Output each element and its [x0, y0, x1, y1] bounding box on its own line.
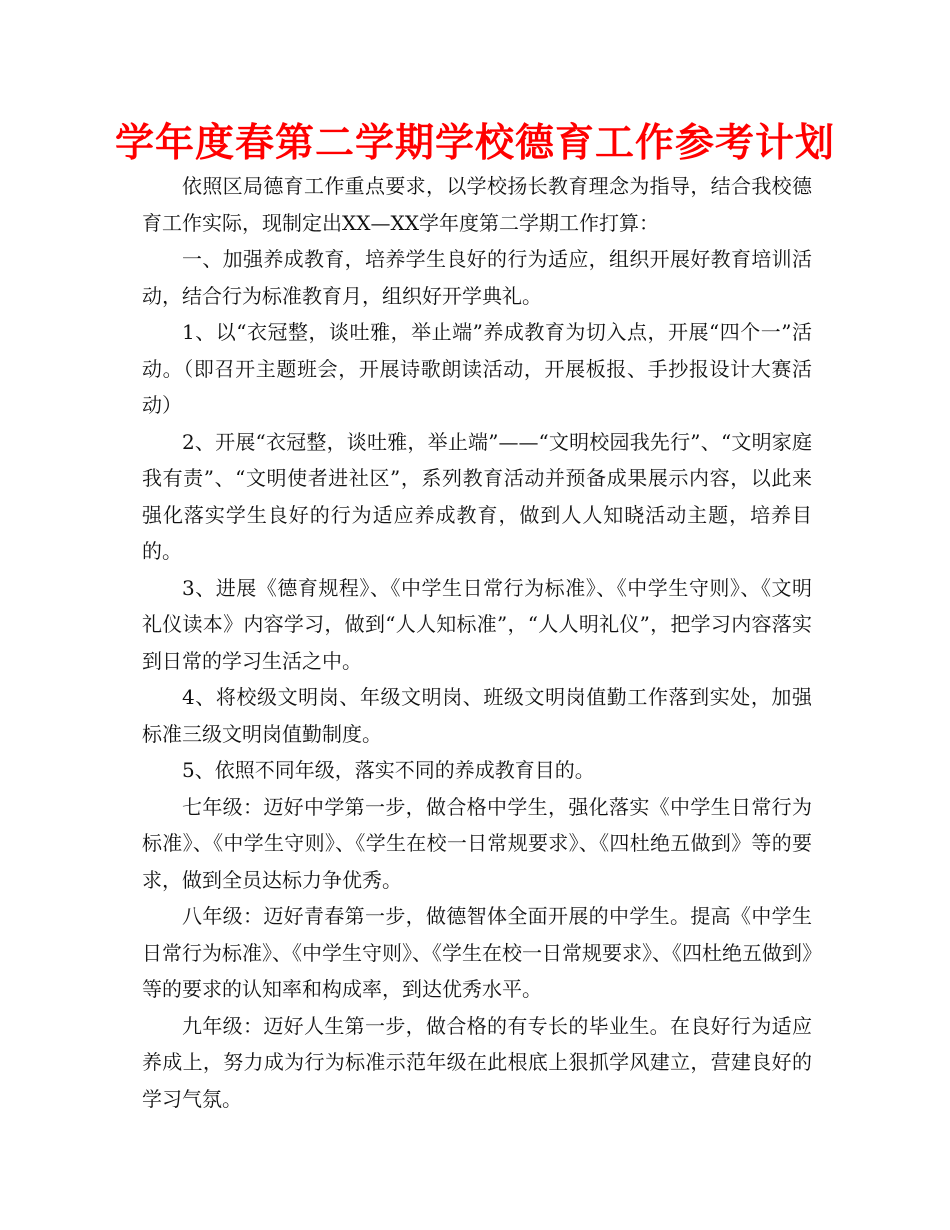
- paragraph-item-3: 3、进展《德育规程》、《中学生日常行为标准》、《中学生守则》、《文明礼仪读本》内容学习，做到“人人知标准”，“人人明礼仪”，把学习内容落实到日常的学习生活之中。: [142, 575, 812, 673]
- paragraph-intro: 依照区局德育工作重点要求，以学校扬长教育理念为指导，结合我校德育工作实际，现制定出XX—XX学年度第二学期工作打算：: [142, 174, 812, 235]
- paragraph-grade-7: 七年级：迈好中学第一步，做合格中学生，强化落实《中学生日常行为标准》、《中学生守则》、《学生在校一日常规要求》、《四杜绝五做到》等的要求，做到全员达标力争优秀。: [142, 794, 812, 892]
- document-body: [142, 168, 812, 1117]
- paragraph-section-1: 一、加强养成教育，培养学生良好的行为适应，组织开展好教育培训活动，结合行为标准教育月，组织好开学典礼。: [142, 247, 812, 308]
- document-title: 学年度春第二学期学校德育工作参考计划: [114, 121, 835, 166]
- paragraph-grade-9: 九年级：迈好人生第一步，做合格的有专长的毕业生。在良好行为适应养成上，努力成为行为标准示范年级在此根底上狠抓学风建立，营建良好的学习气氛。: [142, 1013, 812, 1111]
- paragraph-item-5: 5、依照不同年级，落实不同的养成教育目的。: [182, 758, 595, 782]
- paragraph-item-1: 1、以“衣冠整，谈吐雅，举止端”养成教育为切入点，开展“四个一”活动。（即召开主题班会，开展诗歌朗读活动，开展板报、手抄报设计大赛活动）: [142, 320, 812, 417]
- paragraph-grade-8: 八年级：迈好青春第一步，做德智体全面开展的中学生。提高《中学生日常行为标准》、《中学生守则》、《学生在校一日常规要求》、《四杜绝五做到》等的要求的认知率和构成率，到达优秀水平。: [142, 904, 812, 1001]
- paragraph-item-2: 2、开展“衣冠整，谈吐雅，举止端”——“文明校园我先行”、“文明家庭我有责”、“文明使者进社区”，系列教育活动并预备成果展示内容，以此来强化落实学生良好的行为适应养成教育，做到人人知晓活动主题，培养目的。: [142, 429, 812, 563]
- paragraph-item-4: 4、将校级文明岗、年级文明岗、班级文明岗值勤工作落到实处，加强标准三级文明岗值勤制度。: [142, 685, 812, 746]
